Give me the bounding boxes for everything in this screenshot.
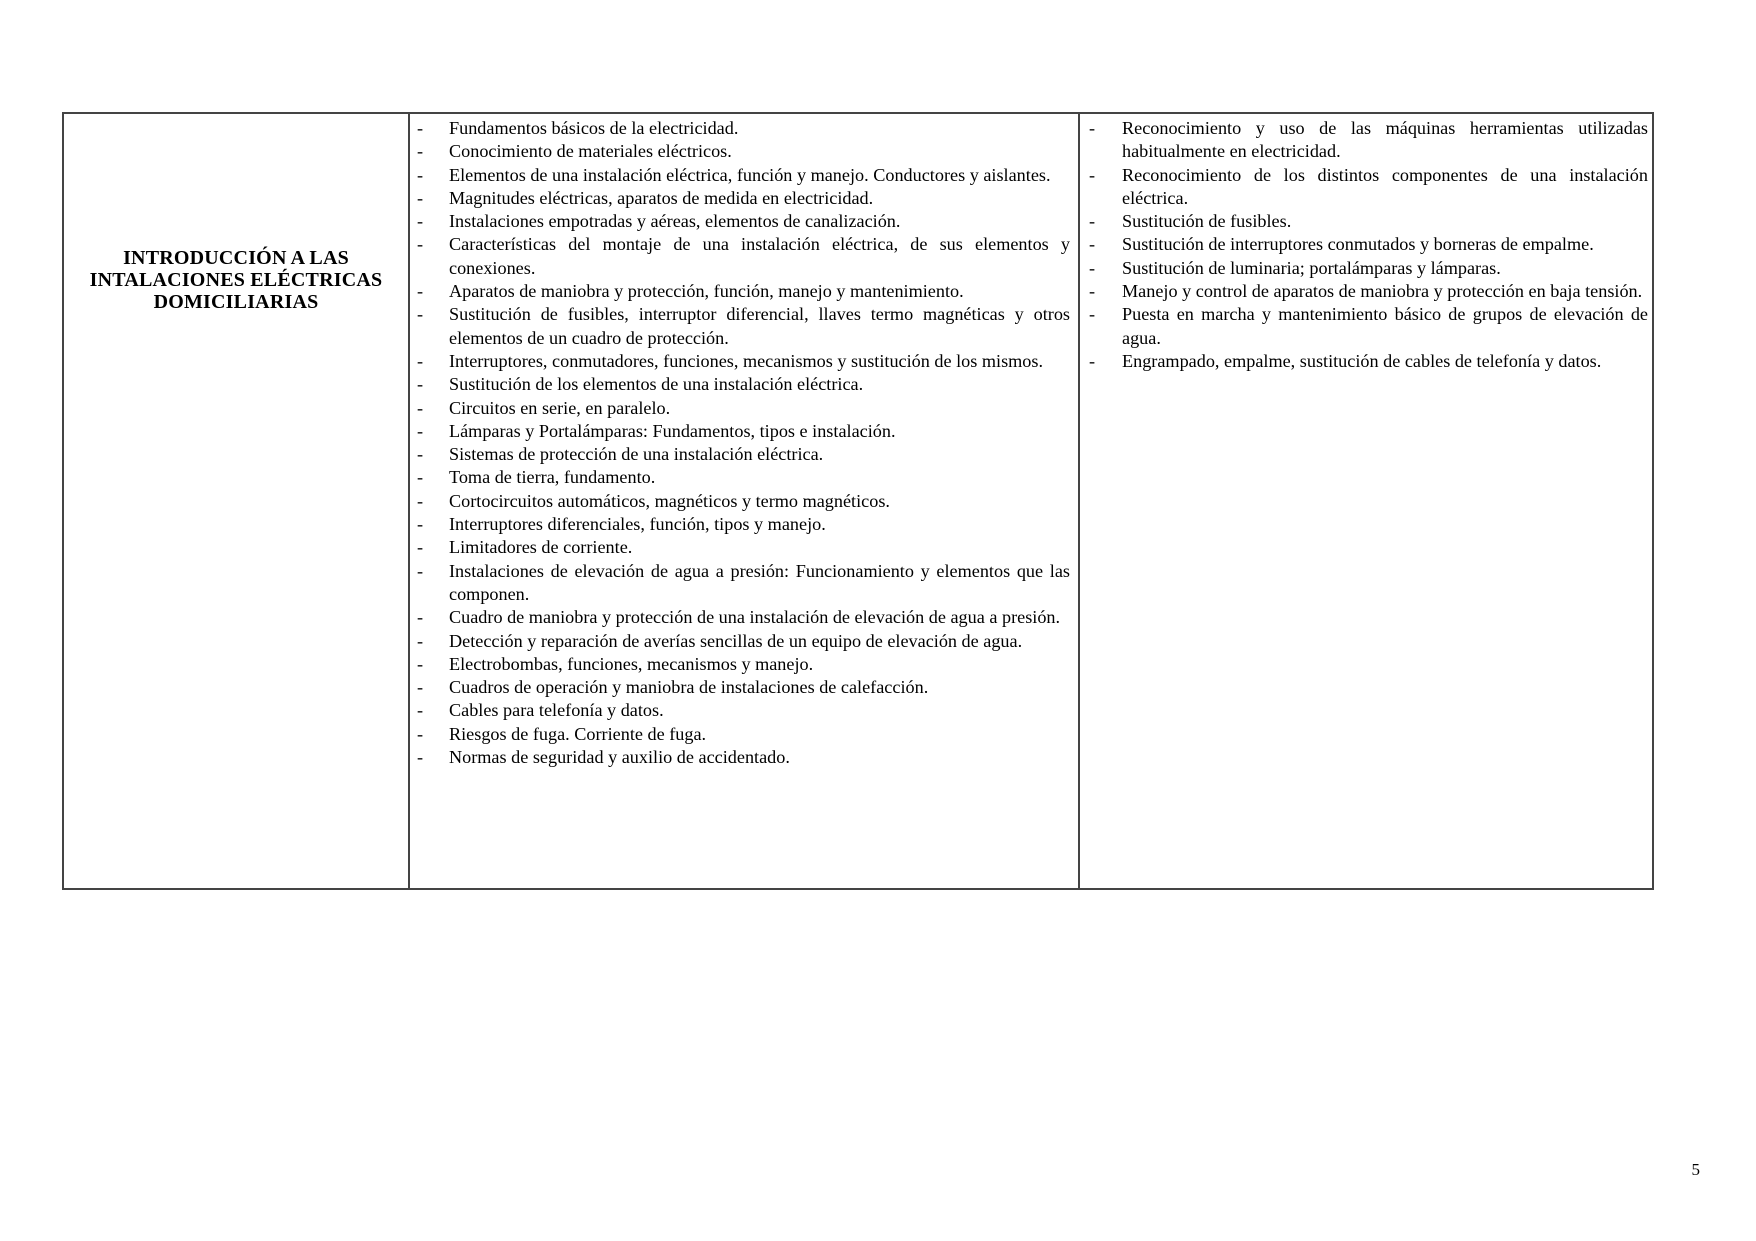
list-item [416, 233, 1070, 280]
dash-bullet: - [417, 420, 424, 441]
list-item [1088, 280, 1648, 303]
list-item [416, 490, 1070, 513]
list-item-text: Elementos de una instalación eléctrica, función y manejo. Conductores y aislantes. [449, 164, 1051, 185]
list-item-text: Detección y reparación de averías sencillas de un equipo de elevación de agua. [449, 630, 1023, 651]
list-item [416, 513, 1070, 536]
practices-cell [1080, 114, 1652, 888]
list-item [416, 210, 1070, 233]
list-item-text: Lámparas y Portalámparas: Fundamentos, tipos e instalación. [449, 420, 896, 441]
dash-bullet: - [417, 653, 424, 674]
list-item [416, 117, 1070, 140]
dash-bullet: - [417, 537, 424, 558]
module-title-line: DOMICILIARIAS [153, 290, 319, 313]
list-item [416, 373, 1070, 396]
dash-bullet: - [417, 514, 424, 535]
list-item-text: Cortocircuitos automáticos, magnéticos y termo magnéticos. [449, 490, 890, 511]
list-item [416, 140, 1070, 163]
list-item-text: Reconocimiento de los distintos componentes de una instalación eléctrica. [1122, 164, 1648, 208]
list-item-text: Sustitución de los elementos de una instalación eléctrica. [449, 374, 864, 395]
page-number: 5 [1691, 1160, 1700, 1179]
list-item-text: Cuadros de operación y maniobra de instalaciones de calefacción. [449, 677, 929, 698]
dash-bullet: - [417, 350, 424, 371]
list-item [416, 164, 1070, 187]
list-item [416, 350, 1070, 373]
list-item [416, 397, 1070, 420]
list-item [416, 560, 1070, 607]
module-title-line: INTALACIONES ELÉCTRICAS [89, 268, 383, 291]
list-item [416, 630, 1070, 653]
dash-bullet: - [417, 607, 424, 628]
list-item [416, 187, 1070, 210]
list-item-text: Sistemas de protección de una instalación eléctrica. [449, 444, 824, 465]
list-item-text: Sustitución de interruptores conmutados y borneras de empalme. [1122, 234, 1594, 255]
list-item-text: Magnitudes eléctricas, aparatos de medida en electricidad. [449, 187, 874, 208]
dash-bullet: - [417, 281, 424, 302]
list-item [416, 746, 1070, 769]
list-item-text: Electrobombas, funciones, mecanismos y manejo. [449, 653, 814, 674]
dash-bullet: - [417, 630, 424, 651]
contents-list [416, 117, 1070, 769]
dash-bullet: - [417, 747, 424, 768]
list-item [1088, 350, 1648, 373]
curriculum-table [62, 112, 1654, 890]
dash-bullet: - [417, 397, 424, 418]
list-item [416, 280, 1070, 303]
list-item [416, 466, 1070, 489]
list-item [416, 606, 1070, 629]
list-item-text: Limitadores de corriente. [449, 537, 633, 558]
list-item-text: Instalaciones empotradas y aéreas, elementos de canalización. [449, 211, 901, 232]
dash-bullet: - [1089, 118, 1096, 138]
dash-bullet: - [417, 467, 424, 488]
list-item-text: Riesgos de fuga. Corriente de fuga. [449, 723, 707, 744]
list-item [416, 536, 1070, 559]
dash-bullet: - [417, 141, 424, 162]
dash-bullet: - [417, 677, 424, 698]
dash-bullet: - [417, 234, 424, 255]
list-item [416, 676, 1070, 699]
practices-list [1088, 117, 1648, 373]
dash-bullet: - [417, 374, 424, 395]
list-item-text: Conocimiento de materiales eléctricos. [449, 141, 732, 162]
dash-bullet: - [417, 560, 424, 581]
list-item-text: Reconocimiento y uso de las máquinas herramientas utilizadas habitualmente en electricidad. [1122, 118, 1648, 162]
list-item [1088, 233, 1648, 256]
list-item [416, 699, 1070, 722]
list-item-text: Interruptores diferenciales, función, tipos y manejo. [449, 514, 826, 535]
list-item [416, 723, 1070, 746]
dash-bullet: - [417, 700, 424, 721]
list-item-text: Puesta en marcha y mantenimiento básico de grupos de elevación de agua. [1122, 304, 1648, 348]
list-item-text: Sustitución de fusibles. [1122, 211, 1292, 232]
list-item-text: Normas de seguridad y auxilio de accidentado. [449, 747, 790, 768]
list-item-text: Circuitos en serie, en paralelo. [449, 397, 671, 418]
list-item-text: Fundamentos básicos de la electricidad. [449, 118, 739, 138]
dash-bullet: - [1089, 350, 1096, 371]
dash-bullet: - [417, 118, 424, 138]
list-item [1088, 303, 1648, 350]
list-item [1088, 257, 1648, 280]
list-item-text: Cuadro de maniobra y protección de una instalación de elevación de agua a presión. [449, 607, 1061, 628]
module-title-cell [64, 114, 410, 888]
module-title [74, 248, 398, 313]
list-item-text: Interruptores, conmutadores, funciones, mecanismos y sustitución de los mismos. [449, 350, 1044, 371]
list-item-text: Toma de tierra, fundamento. [449, 467, 656, 488]
list-item-text: Manejo y control de aparatos de maniobra y protección en baja tensión. [1122, 281, 1643, 302]
list-item-text: Engrampado, empalme, sustitución de cables de telefonía y datos. [1122, 350, 1602, 371]
dash-bullet: - [1089, 234, 1096, 255]
dash-bullet: - [417, 164, 424, 185]
list-item-text: Aparatos de maniobra y protección, función, manejo y mantenimiento. [449, 281, 964, 302]
dash-bullet: - [417, 490, 424, 511]
list-item [416, 420, 1070, 443]
contents-cell [410, 114, 1080, 888]
dash-bullet: - [417, 444, 424, 465]
dash-bullet: - [1089, 211, 1096, 232]
dash-bullet: - [417, 187, 424, 208]
list-item [416, 303, 1070, 350]
list-item-text: Sustitución de fusibles, interruptor diferencial, llaves termo magnéticas y otros elementos de un cuadro de protección. [449, 304, 1070, 348]
list-item-text: Sustitución de luminaria; portalámparas y lámparas. [1122, 257, 1501, 278]
list-item [1088, 164, 1648, 211]
dash-bullet: - [1089, 257, 1096, 278]
dash-bullet: - [417, 211, 424, 232]
list-item-text: Características del montaje de una instalación eléctrica, de sus elementos y conexiones. [449, 234, 1070, 278]
list-item [1088, 210, 1648, 233]
list-item-text: Instalaciones de elevación de agua a presión: Funcionamiento y elementos que las componen. [449, 560, 1070, 604]
module-title-line: INTRODUCCIÓN A LAS [123, 247, 349, 269]
list-item-text: Cables para telefonía y datos. [449, 700, 664, 721]
dash-bullet: - [1089, 281, 1096, 302]
list-item [1088, 117, 1648, 164]
dash-bullet: - [417, 304, 424, 325]
dash-bullet: - [417, 723, 424, 744]
dash-bullet: - [1089, 304, 1096, 325]
list-item [416, 653, 1070, 676]
list-item [416, 443, 1070, 466]
dash-bullet: - [1089, 164, 1096, 185]
